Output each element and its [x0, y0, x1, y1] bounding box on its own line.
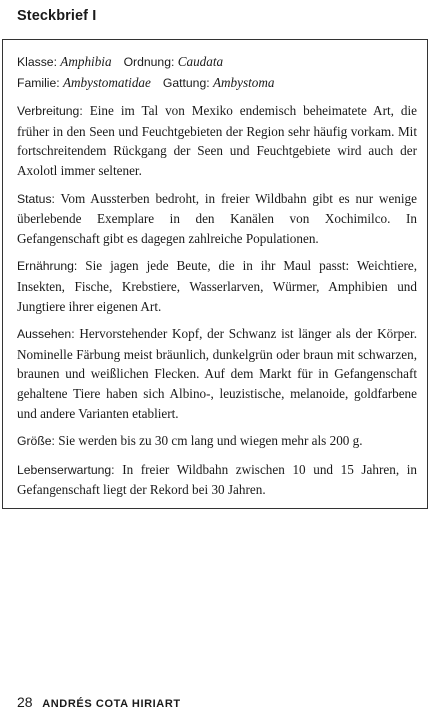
section-label: Status:: [17, 191, 55, 206]
fact-sheet-box: [2, 39, 428, 509]
author-name: ANDRÉS COTA HIRIART: [42, 698, 181, 710]
section-label: Verbreitung:: [17, 104, 83, 119]
fact-sheet-content: [17, 52, 417, 508]
page-number: 28: [17, 694, 33, 710]
genus-label: Gattung:: [162, 75, 210, 90]
family-value: Ambystomatidae: [62, 74, 151, 90]
page-footer: [17, 694, 181, 710]
section-label: Aussehen:: [17, 327, 75, 342]
section-verbreitung: [17, 101, 417, 180]
family-label: Familie:: [17, 75, 60, 90]
section-label: Ernährung:: [17, 259, 78, 274]
section-text: Sie jagen jede Beute, die in ihr Maul passt: Weichtiere, Insekten, Fische, Krebstiere, Wasserlarven, Würmer, Amphibien und Jungtiere ihrer eigenen Art.: [17, 258, 417, 314]
section-text: In freier Wildbahn zwischen 10 und 15 Jahren, in Gefangenschaft liegt der Rekord bei 30 Jahren.: [17, 461, 417, 498]
taxonomy-block: [17, 52, 417, 93]
taxonomy-row-2: [17, 73, 417, 94]
page-title: Steckbrief I: [17, 8, 97, 24]
section-lebenserwartung: [17, 460, 417, 500]
section-label: Größe:: [17, 434, 55, 449]
section-text: Vom Aussterben bedroht, in freier Wildbahn gibt es nur wenige überlebende Exemplare in den Kanälen von Xochimilco. In Gefangenschaft gibt es dagegen zahlreiche Populationen.: [17, 190, 417, 246]
section-text: Eine im Tal von Mexiko endemisch beheimatete Art, die früher in den Seen und Feuchtgebieten der Region sehr häufig vorkam. Mit fortschreitendem Rückgang der Seen und Feuchtgebiete wird auch der Axolotl immer seltener.: [17, 103, 418, 178]
section-groesse: [17, 431, 417, 452]
section-ernaehrung: [17, 256, 417, 316]
section-aussehen: [17, 324, 417, 423]
taxonomy-row-1: [17, 52, 417, 73]
order-label: Ordnung:: [123, 55, 175, 69]
class-label: Klasse:: [17, 55, 57, 69]
class-value: Amphibia: [60, 54, 112, 69]
section-status: [17, 189, 417, 249]
order-value: Caudata: [177, 54, 224, 69]
section-label: Lebenserwartung:: [17, 462, 115, 477]
section-text: Hervorstehender Kopf, der Schwanz ist länger als der Körper. Nominelle Färbung meist bräunlich, dunkelgrün oder braun mit schwarzen, braunen und weißlichen Flecken. Auf dem Markt für in Gefangenschaft gehaltene Tiere haben sich Albino-, leuzistische, melanoide, goldfarbene und andere Varianten etabliert.: [17, 326, 417, 421]
section-text: Sie werden bis zu 30 cm lang und wiegen mehr als 200 g.: [58, 433, 363, 449]
genus-value: Ambystoma: [212, 74, 275, 90]
